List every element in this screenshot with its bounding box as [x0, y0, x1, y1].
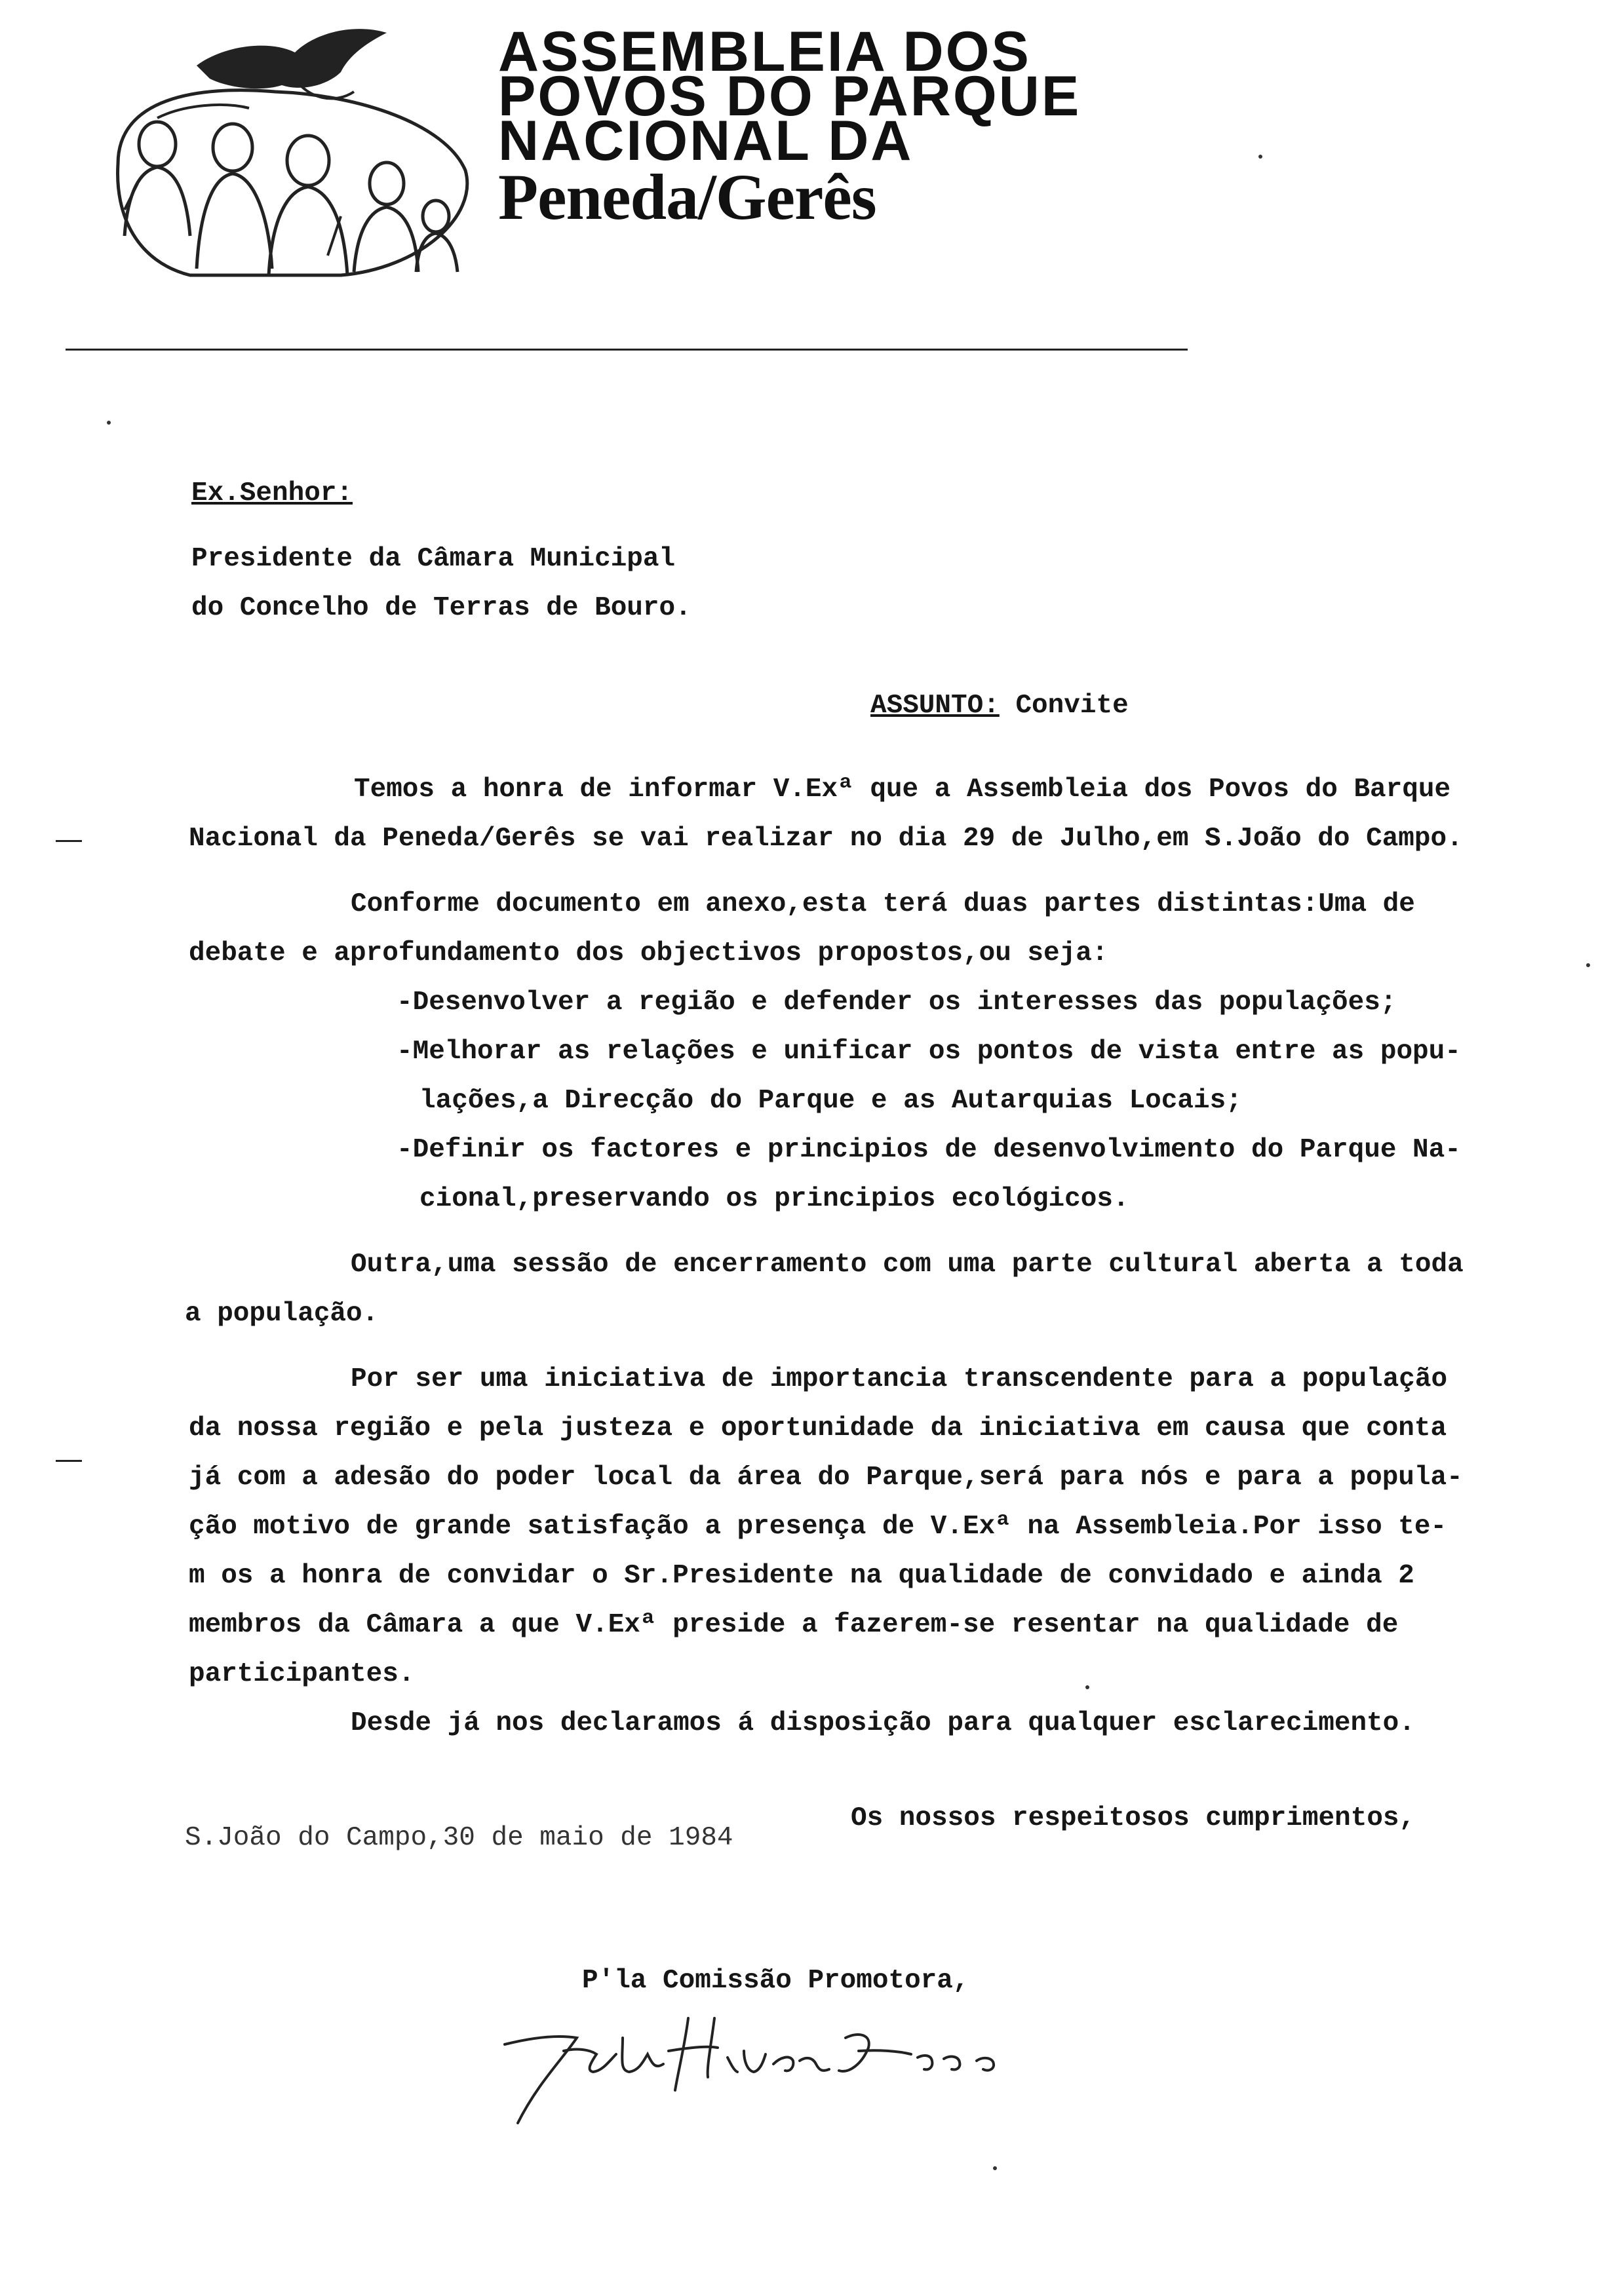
people-and-bird-logo-icon [79, 20, 485, 295]
body-line: m os a honra de convidar o Sr.Presidente na qualidade de convidado e ainda 2 [189, 1561, 1414, 1591]
body-line: Por ser uma iniciativa de importancia transcendente para a população [351, 1364, 1448, 1394]
addressee-line-1: Presidente da Câmara Municipal [191, 544, 676, 574]
objective-item: -Definir os factores e principios de desenvolvimento do Parque Na- [397, 1135, 1461, 1165]
objective-item: -Melhorar as relações e unificar os pontos de vista entre as popu- [397, 1037, 1461, 1067]
subject-line [870, 689, 1129, 722]
body-line: Outra,uma sessão de encerramento com uma parte cultural aberta a toda [351, 1250, 1464, 1280]
committee-signoff: P'la Comissão Promotora, [582, 1966, 969, 1996]
objective-item-continued: lações,a Direcção do Parque e as Autarquias Locais; [419, 1086, 1242, 1116]
scan-speck [1085, 1685, 1089, 1689]
salutation: Ex.Senhor: [191, 478, 353, 508]
scan-speck [1586, 963, 1590, 967]
body-line: ção motivo de grande satisfação a presença de V.Exª na Assembleia.Por isso te- [189, 1512, 1447, 1542]
body-line: debate e aprofundamento dos objectivos propostos,ou seja: [189, 938, 1108, 968]
closing-regards: Os nossos respeitosos cumprimentos, [851, 1803, 1416, 1833]
subject-label: ASSUNTO: [870, 691, 1000, 721]
body-line: Temos a honra de informar V.Exª que a Assembleia dos Povos do Barque [354, 775, 1451, 805]
scan-speck [1258, 155, 1262, 159]
objective-item: -Desenvolver a região e defender os interesses das populações; [397, 987, 1397, 1018]
margin-mark [56, 840, 82, 842]
body-line: Desde já nos declaramos á disposição para qualquer esclarecimento. [351, 1708, 1415, 1738]
body-line: membros da Câmara a que V.Exª preside a fazerem-se resentar na qualidade de [189, 1610, 1399, 1640]
org-title-line-4: Peneda/Gerês [498, 161, 876, 233]
body-line: participantes. [189, 1659, 415, 1689]
margin-mark [56, 1460, 82, 1462]
objective-item-continued: cional,preservando os principios ecológicos. [419, 1184, 1129, 1214]
body-line: Nacional da Peneda/Gerês se vai realizar no dia 29 de Julho,em S.João do Campo. [189, 824, 1463, 854]
body-line: Conforme documento em anexo,esta terá duas partes distintas:Uma de [351, 889, 1415, 919]
org-title-line-1: ASSEMBLEIA DOS [498, 20, 1031, 83]
body-line: da nossa região e pela justeza e oportunidade da iniciativa em causa que conta [189, 1413, 1447, 1444]
body-line: a população. [185, 1299, 379, 1329]
addressee-line-2: do Concelho de Terras de Bouro. [191, 593, 691, 623]
header-divider [66, 349, 1188, 351]
org-title-line-3: NACIONAL DA [498, 109, 914, 172]
place-and-date: S.João do Campo,30 de maio de 1984 [185, 1823, 733, 1853]
scan-speck [107, 421, 111, 425]
org-title-line-2: POVOS DO PARQUE [498, 65, 1081, 128]
body-line: já com a adesão do poder local da área do Parque,será para nós e para a popula- [189, 1463, 1463, 1493]
organization-title [498, 20, 1285, 233]
subject-value: Convite [1015, 691, 1129, 721]
handwritten-signature-icon [492, 1999, 1081, 2136]
scan-speck [993, 2166, 997, 2170]
